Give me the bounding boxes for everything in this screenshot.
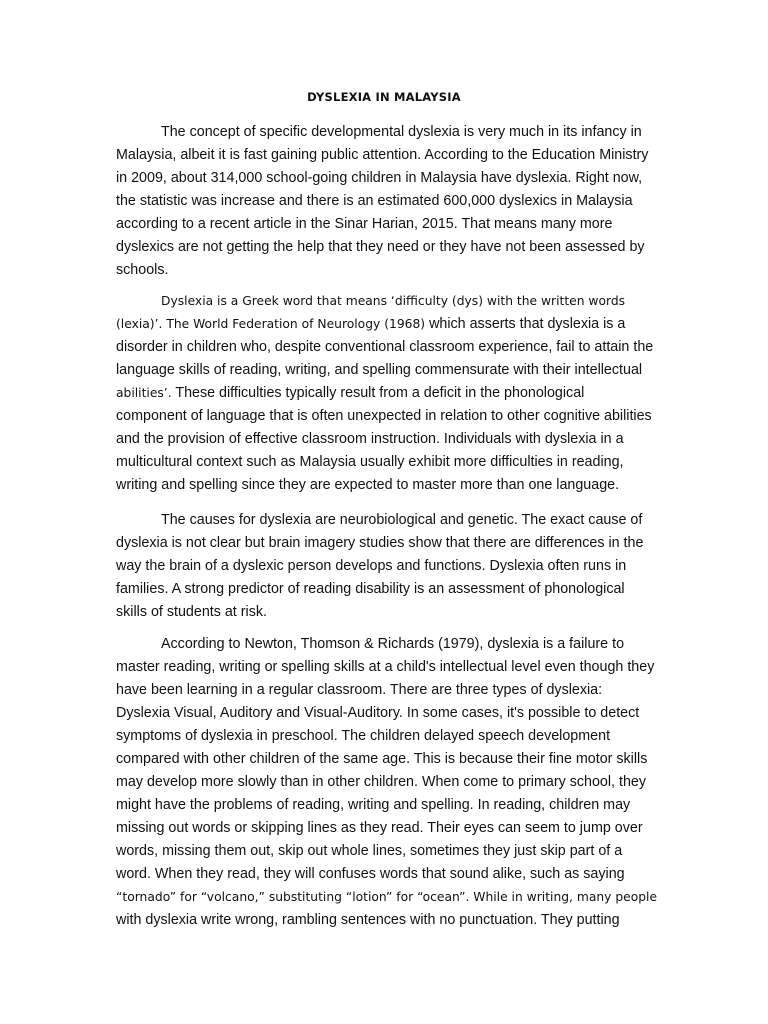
paragraph-2 xyxy=(116,290,676,497)
text-line: might have the problems of reading, writing and spelling. In reading, children may xyxy=(116,797,631,813)
text-line: Dyslexia is a Greek word that means ‘difficulty (dys) with the written words xyxy=(161,294,626,308)
paragraph-1 xyxy=(116,121,676,282)
text-line: language skills of reading, writing, and spelling commensurate with their intellectual xyxy=(116,362,643,378)
text-line: way the brain of a dyslexic person develops and functions. Dyslexia often runs in xyxy=(116,558,627,574)
text-line: According to Newton, Thomson & Richards (1979), dyslexia is a failure to xyxy=(161,636,625,652)
text-line: may develop more slowly than in other children. When come to primary school, they xyxy=(116,774,647,790)
text-line: multicultural context such as Malaysia usually exhibit more difficulties in reading, xyxy=(116,454,624,470)
text-segment: These difficulties typically result from a deficit in the phonological xyxy=(171,385,585,401)
text-line: Malaysia, albeit it is fast gaining public attention. According to the Education Ministry xyxy=(116,147,649,163)
text-line: dyslexics are not getting the help that they need or they have not been assessed by xyxy=(116,239,645,255)
text-line xyxy=(116,382,676,405)
text-line: The concept of specific developmental dyslexia is very much in its infancy in xyxy=(161,124,642,140)
text-line: in 2009, about 314,000 school-going children in Malaysia have dyslexia. Right now, xyxy=(116,170,643,186)
text-line: and the provision of effective classroom instruction. Individuals with dyslexia in a xyxy=(116,431,624,447)
text-line: The causes for dyslexia are neurobiological and genetic. The exact cause of xyxy=(161,512,643,528)
text-line: word. When they read, they will confuses words that sound alike, such as saying xyxy=(116,866,625,882)
text-line: the statistic was increase and there is an estimated 600,000 dyslexics in Malaysia xyxy=(116,193,633,209)
paragraph-4 xyxy=(116,633,676,932)
text-line: families. A strong predictor of reading disability is an assessment of phonological xyxy=(116,581,625,597)
text-line: dyslexia is not clear but brain imagery studies show that there are differences in the xyxy=(116,535,644,551)
text-line: writing and spelling since they are expected to master more than one language. xyxy=(116,477,620,493)
text-line: compared with other children of the same age. This is because their fine motor skills xyxy=(116,751,648,767)
document-title: DYSLEXIA IN MALAYSIA xyxy=(307,90,461,104)
text-segment: which asserts that dyslexia is a xyxy=(425,316,626,332)
text-line xyxy=(116,313,676,336)
text-line: component of language that is often unexpected in relation to other cognitive abilities xyxy=(116,408,652,424)
text-line: “tornado” for “volcano,” substituting “lotion” for “ocean”. While in writing, many people xyxy=(116,890,658,904)
text-line: schools. xyxy=(116,262,169,278)
text-line: with dyslexia write wrong, rambling sentences with no punctuation. They putting xyxy=(116,912,620,928)
text-line: words, missing them out, skip out whole lines, sometimes they just skip part of a xyxy=(116,843,623,859)
paragraph-3 xyxy=(116,509,676,624)
quoted-definition: abilities’. xyxy=(116,386,172,400)
text-line: missing out words or skipping lines as they read. Their eyes can seem to jump over xyxy=(116,820,643,836)
text-line: have been learning in a regular classroom. There are three types of dyslexia: xyxy=(116,682,603,698)
text-line: master reading, writing or spelling skills at a child's intellectual level even though they xyxy=(116,659,655,675)
text-line: according to a recent article in the Sinar Harian, 2015. That means many more xyxy=(116,216,613,232)
text-line: symptoms of dyslexia in preschool. The children delayed speech development xyxy=(116,728,611,744)
text-line: disorder in children who, despite conventional classroom experience, fail to attain the xyxy=(116,339,654,355)
text-line: Dyslexia Visual, Auditory and Visual-Auditory. In some cases, it's possible to detect xyxy=(116,705,640,721)
quoted-definition: (lexia)’. The World Federation of Neurology (1968) xyxy=(116,317,426,331)
text-line: skills of students at risk. xyxy=(116,604,267,620)
